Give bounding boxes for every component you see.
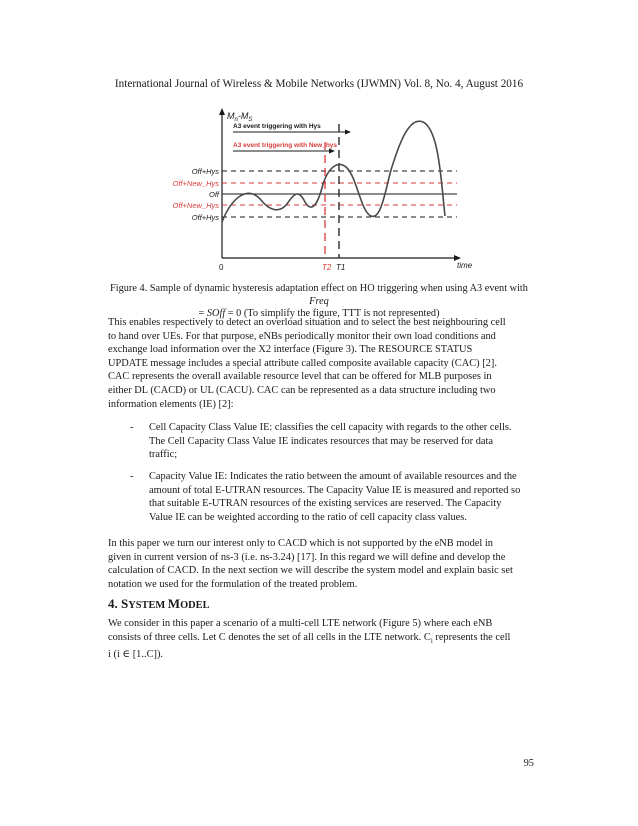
- page-number: 95: [523, 758, 534, 769]
- text-line: amount of total E-UTRAN resources. The Capacity Value IE is measured and reported so: [149, 484, 521, 496]
- level-label-5: Off+Hys: [191, 213, 219, 222]
- figure-caption: Figure 4. Sample of dynamic hysteresis adaptation effect on HO triggering when using A3 event with Freq = SOff = 0 (To simplify the figure, TTT is not represented): [110, 283, 528, 320]
- annotation-hys: A3 event triggering with Hys: [233, 123, 321, 130]
- y-axis-arrow: [219, 108, 225, 115]
- paragraph-3: [108, 617, 534, 662]
- text-line: i (i ∈ [1..C]).: [108, 649, 164, 661]
- level-label-2: Off+New_Hys: [172, 179, 219, 188]
- text-line: calculation of CACD. In the next section we will describe the system model and explain basic set: [108, 565, 513, 577]
- level-label-3: Off: [208, 190, 219, 199]
- text-line: traffic;: [149, 449, 178, 461]
- annotation-newhys-arrowhead: [329, 149, 335, 154]
- text-line: that suitable E-UTRAN resources of the existing services are reserved. The Capacity: [149, 498, 502, 510]
- text-line: This enables respectively to detect an overload situation and to select the best neighbouring cell: [108, 317, 506, 328]
- running-header: International Journal of Wireless & Mobile Networks (IJWMN) Vol. 8, No. 4, August 2016: [114, 78, 524, 90]
- text-line: We consider in this paper a scenario of a multi-cell LTE network (Figure 5) where each eNB: [108, 618, 493, 629]
- y-axis-label: $M_n-M_S$: [227, 111, 253, 123]
- text-line: The Cell Capacity Class Value IE indicates resources that may be reserved for data: [149, 435, 494, 447]
- signal-curve: [222, 121, 445, 222]
- bullet-item-2: [130, 470, 534, 526]
- annotation-newhys: A3 event triggering with New_hys: [233, 142, 338, 149]
- level-label-4: Off+New_Hys: [172, 201, 219, 210]
- bullet-item-1: [130, 421, 534, 463]
- text-line: CAC represents the overall available resource level that can be offered for MLB purposes in: [108, 371, 492, 383]
- text-line: given in current version of ns-3 (i.e. ns-3.24) [17]. In this regard we will define and develop the: [108, 551, 506, 563]
- text-line: notation we used for the formulation of the treated problem.: [108, 578, 358, 590]
- bullet-dash: -: [130, 422, 134, 433]
- text-line: to hand over UEs. For that purpose, eNBs periodically monitor their own load conditions and: [108, 330, 496, 342]
- section-heading: 4. SYSTEM MODEL: [108, 596, 210, 611]
- level-label-1: Off+Hys: [191, 167, 219, 176]
- text-line: either DL (CACD) or UL (CACU). CAC can be represented as a data structure including two: [108, 384, 496, 396]
- x-axis-label: time: [457, 261, 473, 270]
- text-line: consists of three cells. Let C denotes the set of all cells in the LTE network. $C_i$ represents the cell: [108, 631, 511, 645]
- text-line: Cell Capacity Class Value IE: classifies the cell capacity with regards to the other cells.: [149, 422, 512, 433]
- t2-label: T2: [322, 263, 332, 272]
- annotation-hys-arrowhead: [345, 130, 351, 135]
- hysteresis-figure: [172, 104, 495, 272]
- bullet-dash: -: [130, 471, 134, 482]
- t1-label: T1: [336, 263, 346, 272]
- paragraph-1: [108, 316, 534, 411]
- hysteresis-chart: [172, 104, 495, 272]
- text-line: UPDATE message includes a special attribute called composite available capacity (CAC) [2].: [108, 357, 497, 369]
- text-line: Value IE can be weighted according to the ratio of cell capacity class values.: [149, 511, 467, 523]
- text-line: In this paper we turn our interest only to CACD which is not supported by the eNB model in: [108, 538, 493, 549]
- text-line: exchange load information over the X2 interface (Figure 3). The RESOURCE STATUS: [108, 344, 473, 356]
- origin-label: 0: [219, 263, 224, 272]
- paragraph-2: [108, 537, 534, 591]
- text-line: Capacity Value IE: Indicates the ratio between the amount of available resources and the: [149, 471, 517, 482]
- text-line: information elements (IE) [2]:: [108, 398, 234, 410]
